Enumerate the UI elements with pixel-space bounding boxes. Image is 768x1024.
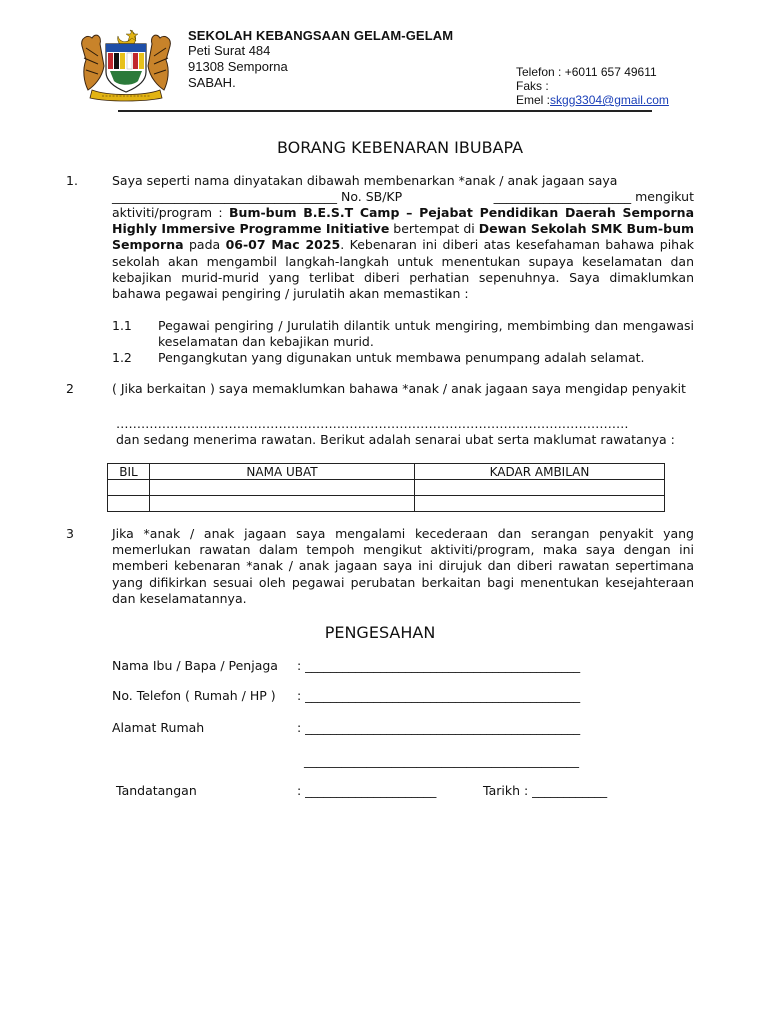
table-cell[interactable] (108, 480, 150, 496)
item-number: 3 (66, 526, 74, 541)
sub-item-number: 1.2 (112, 350, 132, 365)
sub-item-text: Pengangkutan yang digunakan untuk membawa penumpang adalah selamat. (158, 350, 645, 365)
table-cell[interactable] (108, 496, 150, 512)
address-line: 91308 Semporna (188, 59, 288, 74)
table-cell[interactable] (415, 480, 665, 496)
faks-text: Faks : (516, 79, 549, 93)
item1-line2 (112, 189, 694, 205)
name-blank: ____________________________________ No. SB/KP (112, 189, 403, 204)
nama-label: Nama Ibu / Bapa / Penjaga (112, 658, 278, 673)
alamat-label: Alamat Rumah (112, 720, 205, 735)
alamat-field[interactable]: : ____________________________________________ (297, 720, 581, 735)
column-header: KADAR AMBILAN (415, 464, 665, 480)
form-title: BORANG KEBENARAN IBUBAPA (276, 138, 524, 157)
medication-table (107, 463, 665, 512)
email-link[interactable]: skgg3304@gmail.com (550, 93, 669, 107)
item1-line1: Saya seperti nama dinyatakan dibawah membenarkan *anak / anak jagaan saya (112, 173, 618, 188)
address-line: Peti Surat 484 (188, 43, 271, 58)
table-cell[interactable] (150, 496, 415, 512)
sbkp-blank: ______________________ mengikut (493, 189, 694, 204)
table-header-row (108, 464, 665, 480)
program-name: Bum-bum B.E.S.T Camp – Pejabat Pendidikan Daerah Semporna Highly Immersive Programme Initiative (112, 205, 695, 237)
telefon-label: No. Telefon ( Rumah / HP ) (112, 688, 276, 703)
email-label: Emel : (516, 93, 551, 107)
telefon-text: Telefon : +6011 657 49611 (516, 65, 657, 79)
tandatangan-field[interactable]: : _____________________ (297, 783, 437, 798)
table-row (108, 480, 665, 496)
alamat-field-line2[interactable]: ____________________________________________ (304, 753, 579, 768)
tarikh-field[interactable]: Tarikh : ____________ (483, 783, 608, 798)
table-row (108, 496, 665, 512)
item2-text: ( Jika berkaitan ) saya memaklumkan bahawa *anak / anak jagaan saya mengidap penyakit (112, 381, 686, 396)
school-name: SEKOLAH KEBANGSAAN GELAM-GELAM (188, 28, 454, 43)
nama-field[interactable]: : ____________________________________________ (297, 658, 581, 673)
item3-text: Jika *anak / anak jagaan saya mengalami kecederaan dan serangan penyakit yang memerlukan rawatan dalam tempoh mengikut aktiviti/program, maka saya dengan ini memberi kebenaran *anak / anak jagaan saya ini dirujuk dan diberi rawatan sepertimana yang difikirkan sesuai oleh pegawai perubatan berkaitan bagi menentukan kesejahteraan dan keselamatannya. (112, 526, 694, 606)
email-line (516, 93, 669, 107)
sub-item-number: 1.1 (112, 318, 132, 333)
section-title: PENGESAHAN (324, 623, 436, 642)
coat-of-arms-logo (78, 26, 174, 102)
item1-paragraph: aktiviti/program : Bum-bum B.E.S.T Camp – Pejabat Pendidikan Daerah Semporna Highly Immersive Programme Initiative bertempat di Dewan Sekolah SMK Bum-bum Semporna pada 06-07 Mac 2025. Kebenaran ini diberi atas kesefahaman bahawa pihak sekolah akan mengambil langkah-langkah untuk menentukan supaya keselamatan dan kebajikan murid-murid yang terlibat diberi perhatian sepenuhnya. Saya dimaklumkan bahawa pegawai pengiring / jurulatih akan memastikan : (112, 205, 695, 302)
illness-blank: …………………………………………………………………………………………………………… (116, 416, 629, 431)
table-cell[interactable] (415, 496, 665, 512)
item-number: 2 (66, 381, 74, 396)
telefon-field[interactable]: : ____________________________________________ (297, 688, 581, 703)
table-cell[interactable] (150, 480, 415, 496)
item2-text2: dan sedang menerima rawatan. Berikut adalah senarai ubat serta maklumat rawatanya : (116, 432, 675, 447)
header-divider (118, 110, 652, 112)
tandatangan-label: Tandatangan (116, 783, 197, 798)
date: 06-07 Mac 2025 (225, 237, 341, 253)
column-header: NAMA UBAT (150, 464, 415, 480)
venue: Dewan Sekolah SMK Bum-bum Semporna (112, 221, 694, 253)
column-header: BIL (108, 464, 150, 480)
sub-item-text: Pegawai pengiring / Jurulatih dilantik untuk mengiring, membimbing dan mengawasi keselamatan dan kebajikan murid. (158, 318, 694, 350)
item-number: 1. (66, 173, 78, 188)
address-line: SABAH. (188, 75, 236, 90)
